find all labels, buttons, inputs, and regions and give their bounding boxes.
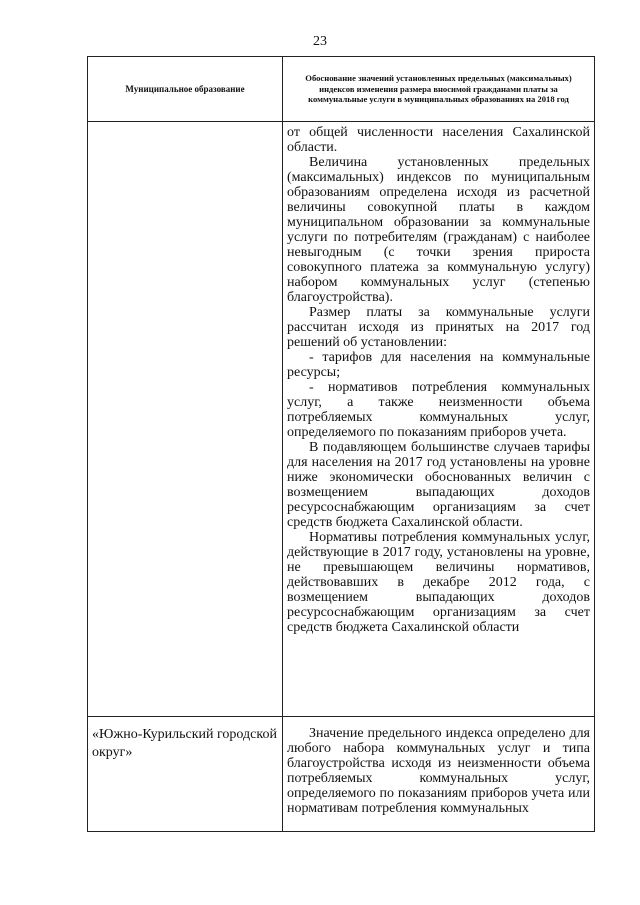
row2-justification-cell bbox=[284, 726, 593, 816]
row1-justification-cell bbox=[284, 125, 593, 635]
header-municipality: Муниципальное образование bbox=[125, 84, 245, 94]
header-divider bbox=[88, 121, 594, 122]
paragraph: Размер платы за коммунальные услуги рассчитан исходя из принятых на 2017 год решений об установлении: bbox=[287, 305, 590, 350]
paragraph: от общей численности населения Сахалинской области. bbox=[287, 125, 590, 155]
row-divider bbox=[88, 716, 594, 717]
paragraph: Нормативы потребления коммунальных услуг, действующие в 2017 году, установлены на уровне, не превышающем величины нормативов, действовавших в декабре 2012 года, с возмещением выпадающих доходов ресурсоснабжающим организациям за счет средств бюджета Сахалинской области bbox=[287, 530, 590, 635]
list-item: - тарифов для населения на коммунальные ресурсы; bbox=[287, 350, 590, 380]
header-justification: Обоснование значений установленных предельных (максимальных) индексов изменения размера вносимой гражданами платы за коммунальные услуги в муниципальных образованиях на 2018 год bbox=[305, 73, 572, 105]
row2-municipality: «Южно-Курильский городской округ» bbox=[92, 727, 277, 760]
list-item: - нормативов потребления коммунальных услуг, а также неизменности объема потребляемых коммунальных услуг, определяемого по показаниям приборов учета. bbox=[287, 380, 590, 440]
column-divider bbox=[282, 57, 283, 831]
paragraph: Значение предельного индекса определено для любого набора коммунальных услуг и типа благоустройства исходя из неизменности объема потребляемых коммунальных услуг, определяемого по показаниям приборов учета или нормативам потребления коммунальных bbox=[287, 726, 590, 816]
paragraph: В подавляющем большинстве случаев тарифы для населения на 2017 год установлены на уровне ниже экономически обоснованных величин с возмещением выпадающих доходов ресурсоснабжающим организациям за счет средств бюджета Сахалинской области. bbox=[287, 440, 590, 530]
paragraph: Величина установленных предельных (максимальных) индексов по муниципальным образованиям определена исходя из расчетной величины совокупной платы в каждом муниципальном образовании за коммунальные услуги по потребителям (гражданам) с наиболее невыгодным (с точки зрения прироста совокупного платежа за коммунальную услугу) набором коммунальных услуг (степенью благоустройства). bbox=[287, 155, 590, 305]
justification-table bbox=[87, 56, 595, 832]
page-number: 23 bbox=[313, 34, 327, 49]
